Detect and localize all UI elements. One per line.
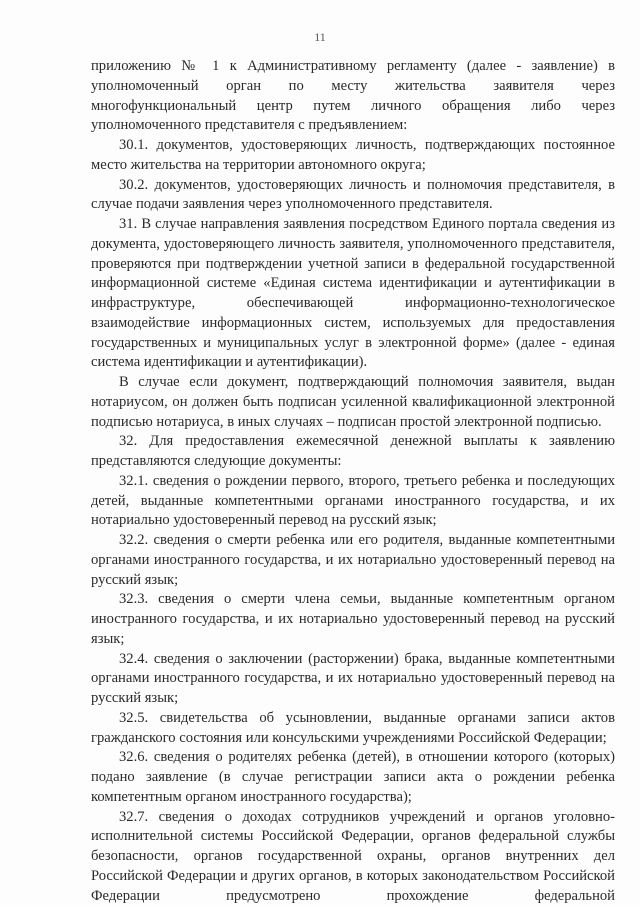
paragraph-31: 31. В случае направления заявления посредством Единого портала сведения из документа, удостоверяющего личность заявителя, уполномоченного представителя, проверяются при подтверждении учетной записи в федеральной государственной информационной системе «Единая система идентификации и аутентификации в инфраструктуре, обеспечивающей информационно-технологическое взаимодействие информационных систем, используемых для предоставления государственных и муниципальных услуг в электронной форме» (далее - единая система идентификации и аутентификации). (91, 215, 615, 373)
document-body (91, 57, 615, 906)
paragraph-30-1: 30.1. документов, удостоверяющих личность, подтверждающих постоянное место жительства на территории автономного округа; (91, 136, 615, 176)
paragraph-32-2: 32.2. сведения о смерти ребенка или его родителя, выданные компетентными органами иностранного государства, и их нотариально удостоверенный перевод на русский язык; (91, 531, 615, 590)
paragraph-32-1: 32.1. сведения о рождении первого, второго, третьего ребенка и последующих детей, выданные компетентными органами иностранного государства, и их нотариально удостоверенный перевод на русский язык; (91, 472, 615, 531)
paragraph-31-notary: В случае если документ, подтверждающий полномочия заявителя, выдан нотариусом, он должен быть подписан усиленной квалификационной электронной подписью нотариуса, в иных случаях – подписан простой электронной подписью. (91, 373, 615, 432)
paragraph-intro: приложению № 1 к Административному регламенту (далее - заявление) в уполномоченный орган по месту жительства заявителя через многофункциональный центр путем личного обращения либо через уполномоченного представителя с предъявлением: (91, 57, 615, 136)
paragraph-32-5: 32.5. свидетельства об усыновлении, выданные органами записи актов гражданского состояния или консульскими учреждениями Российской Федерации; (91, 709, 615, 749)
paragraph-32-7: 32.7. сведения о доходах сотрудников учреждений и органов уголовно-исполнительной системы Российской Федерации, органов федеральной службы безопасности, органов государственной охраны, органов внутренних дел Российской Федерации и других органов, в которых законодательством Российской Федерации предусмотрено прохождение федеральной (91, 808, 615, 906)
paragraph-32-3: 32.3. сведения о смерти члена семьи, выданные компетентным органом иностранного государства, и их нотариально удостоверенный перевод на русский язык; (91, 590, 615, 649)
page-number: 11 (0, 30, 640, 45)
paragraph-32-4: 32.4. сведения о заключении (расторжении) брака, выданные компетентными органами иностранного государства, и их нотариально удостоверенный перевод на русский язык; (91, 650, 615, 709)
paragraph-32-6: 32.6. сведения о родителях ребенка (детей), в отношении которого (которых) подано заявление (в случае регистрации записи акта о рождении ребенка компетентным органом иностранного государства); (91, 748, 615, 807)
paragraph-30-2: 30.2. документов, удостоверяющих личность и полномочия представителя, в случае подачи заявления через уполномоченного представителя. (91, 176, 615, 216)
paragraph-32: 32. Для предоставления ежемесячной денежной выплаты к заявлению представляются следующие документы: (91, 432, 615, 472)
